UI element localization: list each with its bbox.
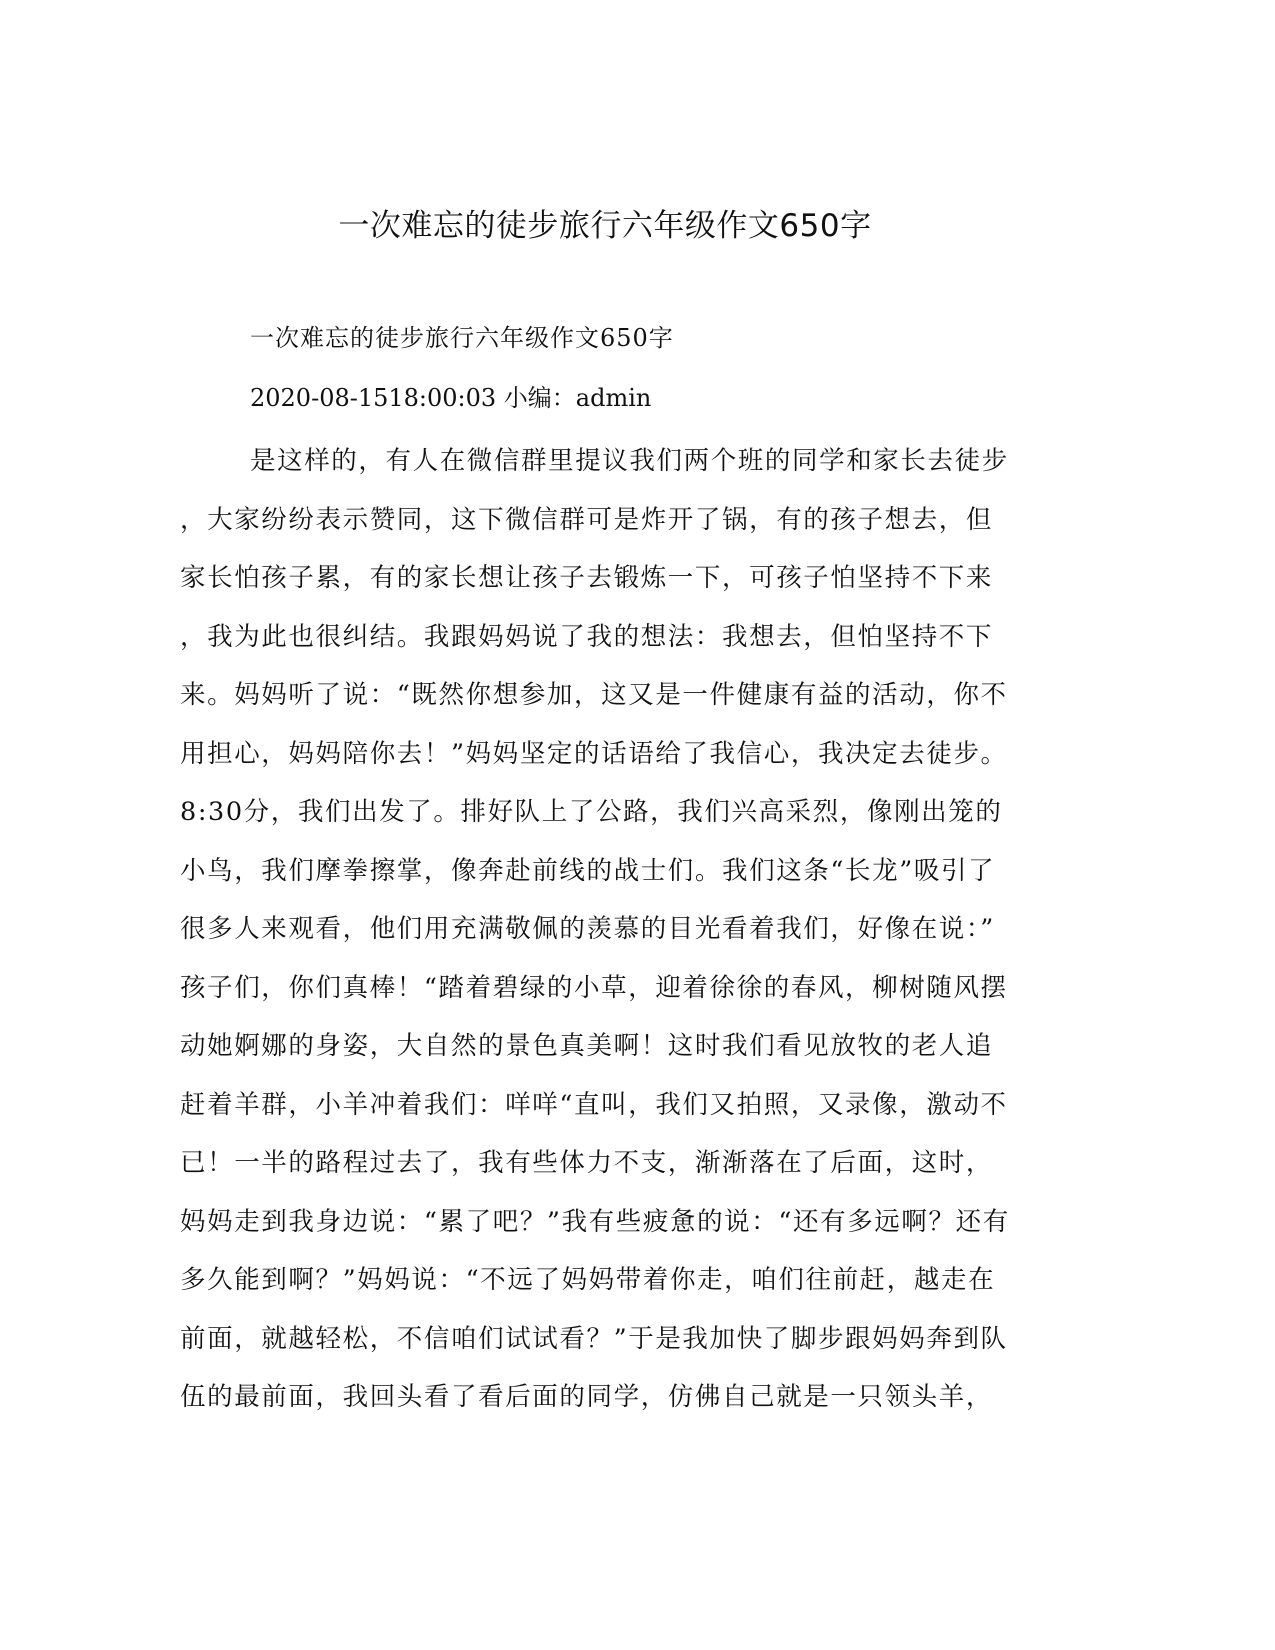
body-line: 来。妈妈听了说：“既然你想参加，这又是一件健康有益的活动，你不: [180, 680, 1008, 710]
body-line: 动她婀娜的身姿，大自然的景色真美啊！这时我们看见放牧的老人追: [180, 1031, 994, 1061]
body-line: 伍的最前面，我回头看了看后面的同学，仿佛自己就是一只领头羊，: [180, 1382, 994, 1412]
body-line: 赶着羊群，小羊冲着我们：咩咩“直叫，我们又拍照，又录像，激动不: [180, 1089, 1008, 1120]
body-line: 多久能到啊？”妈妈说：“不远了妈妈带着你走，咱们往前赶，越走在: [180, 1265, 996, 1295]
body-line: 家长怕孩子累，有的家长想让孩子去锻炼一下，可孩子怕坚持不下来: [180, 563, 994, 593]
date-author-line: 2020-08-1518:00:03 小编：admin: [250, 384, 652, 412]
body-line: 前面，就越轻松，不信咱们试试看？”于是我加快了脚步跟妈妈奔到队: [180, 1323, 1008, 1354]
body-line: ，我为此也很纠结。我跟妈妈说了我的想法：我想去，但怕坚持不下: [180, 621, 994, 652]
article-body: [180, 432, 1040, 1427]
body-line: 很多人来观看，他们用充满敬佩的羡慕的目光看着我们，好像在说：”: [180, 914, 995, 944]
body-line: 8:30分，我们出发了。排好队上了公路，我们兴高采烈，像刚出笼的: [180, 797, 1003, 827]
document-title: 一次难忘的徒步旅行六年级作文650字: [338, 208, 872, 244]
body-line: 是这样的，有人在微信群里提议我们两个班的同学和家长去徒步: [250, 446, 1009, 476]
article-subtitle: 一次难忘的徒步旅行六年级作文650字: [250, 324, 674, 352]
body-line: 妈妈走到我身边说：“累了吧？”我有些疲惫的说：“还有多远啊？还有: [180, 1206, 1010, 1237]
body-line: ，大家纷纷表示赞同，这下微信群可是炸开了锅，有的孩子想去，但: [180, 504, 994, 535]
body-line: 用担心，妈妈陪你去！”妈妈坚定的话语给了我信心，我决定去徒步。: [180, 738, 1008, 769]
body-line: 小鸟，我们摩拳擦掌，像奔赴前线的战士们。我们这条“长龙”吸引了: [180, 855, 996, 886]
body-line: 孩子们，你们真棒！“踏着碧绿的小草，迎着徐徐的春风，柳树随风摆: [180, 972, 1008, 1003]
body-line: 已！一半的路程过去了，我有些体力不支，渐渐落在了后面，这时，: [180, 1148, 994, 1178]
